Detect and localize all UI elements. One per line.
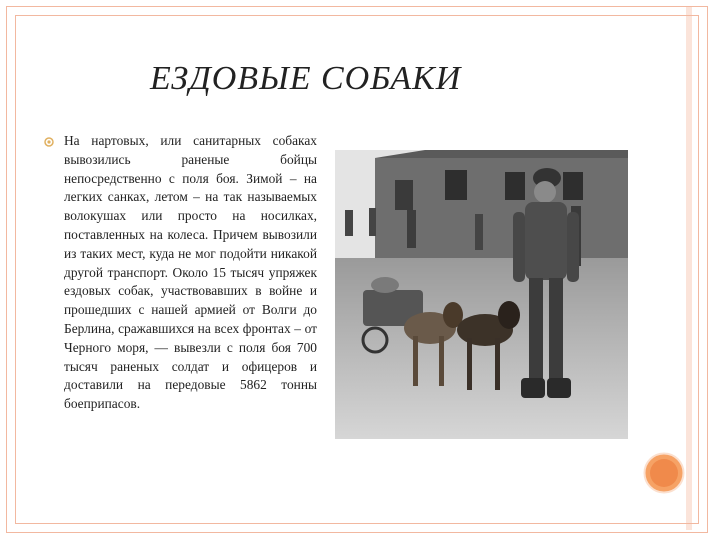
slide-title: ЕЗДОВЫЕ СОБАКИ	[150, 60, 462, 97]
bullet-icon	[44, 137, 54, 147]
sled-dogs-photo	[335, 150, 628, 439]
slide-body-text: На нартовых, или санитарных собаках вывозились раненые бойцы непосредственно с поля боя. Зимой – на легких санках, летом – на так называемых волокушах или просто на носилках, поставленных на колеса. Причем вывозили из таких мест, куда не мог подойти никакой другой транспорт. Около 15 тысяч упряжек ездовых собак, участвовавших в войне и прошедших с нашей армией от Волги до Берлина, сражавшихся на всех фронтах – от Черного моря, — вывезли с поля боя 700 тысяч раненых солдат и офицеров и доставили на передовые 5862 тонны боеприпасов.	[64, 133, 317, 412]
decorative-circle-icon	[643, 452, 685, 494]
